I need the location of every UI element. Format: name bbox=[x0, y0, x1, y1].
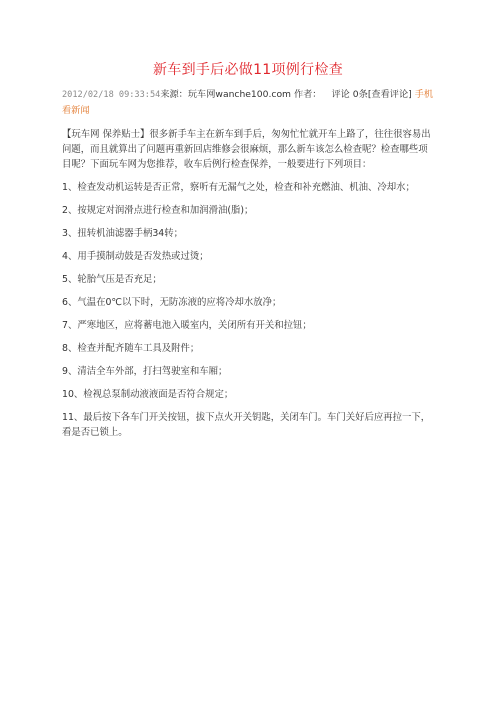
article-intro: 【玩车网 保养贴士】很多新手车主在新车到手后，匆匆忙忙就开车上路了，往往很容易出问题，而且就算出了问题再重新回店维修会很麻烦，那么新车该怎么检查呢？检查哪些项目呢？下面玩车网为您推荐，收车后例行检查保养，一般要进行下列项目： bbox=[62, 129, 431, 170]
check-item: 3、扭转机油滤器手柄34转； bbox=[62, 228, 184, 239]
check-item: 6、气温在0℃以下时，无防冻液的应将冷却水放净； bbox=[62, 297, 282, 308]
article-meta bbox=[62, 87, 434, 118]
source-label: 来源：玩车网wanche100.com bbox=[160, 89, 292, 100]
check-item: 10、检视总泵制动液液面是否符合规定； bbox=[62, 389, 234, 400]
comment-count-link[interactable]: 0条[查看评论] bbox=[352, 89, 412, 100]
check-item: 2、按规定对润滑点进行检查和加润滑油(脂)； bbox=[62, 205, 254, 216]
check-item: 11、最后按下各车门开关按钮，拔下点火开关钥匙，关闭车门。车门关好后应再拉一下，看是否已锁上。 bbox=[62, 412, 431, 438]
article-title: 新车到手后必做11项例行检查 bbox=[152, 62, 343, 78]
article bbox=[62, 60, 434, 440]
author-label: 作者： bbox=[293, 89, 322, 100]
check-item: 7、严寒地区，应将蓄电池入暖室内，关闭所有开关和拉钮； bbox=[62, 320, 312, 331]
check-item: 5、轮胎气压是否充足； bbox=[62, 274, 162, 285]
publish-date: 2012/02/18 09:33:54 bbox=[62, 90, 161, 100]
mobile-news-link[interactable]: 手机看新闻 bbox=[62, 89, 434, 116]
comment-label: 评论 bbox=[331, 89, 350, 100]
check-item: 1、检查发动机运转是否正常，察听有无漏气之处，检查和补充燃油、机油、冷却水； bbox=[62, 182, 415, 193]
check-item: 9、清洁全车外部，打扫驾驶室和车厢； bbox=[62, 366, 228, 377]
check-item: 8、检查并配齐随车工具及附件； bbox=[62, 343, 200, 354]
check-item: 4、用手摸制动鼓是否发热或过烫； bbox=[62, 251, 209, 262]
